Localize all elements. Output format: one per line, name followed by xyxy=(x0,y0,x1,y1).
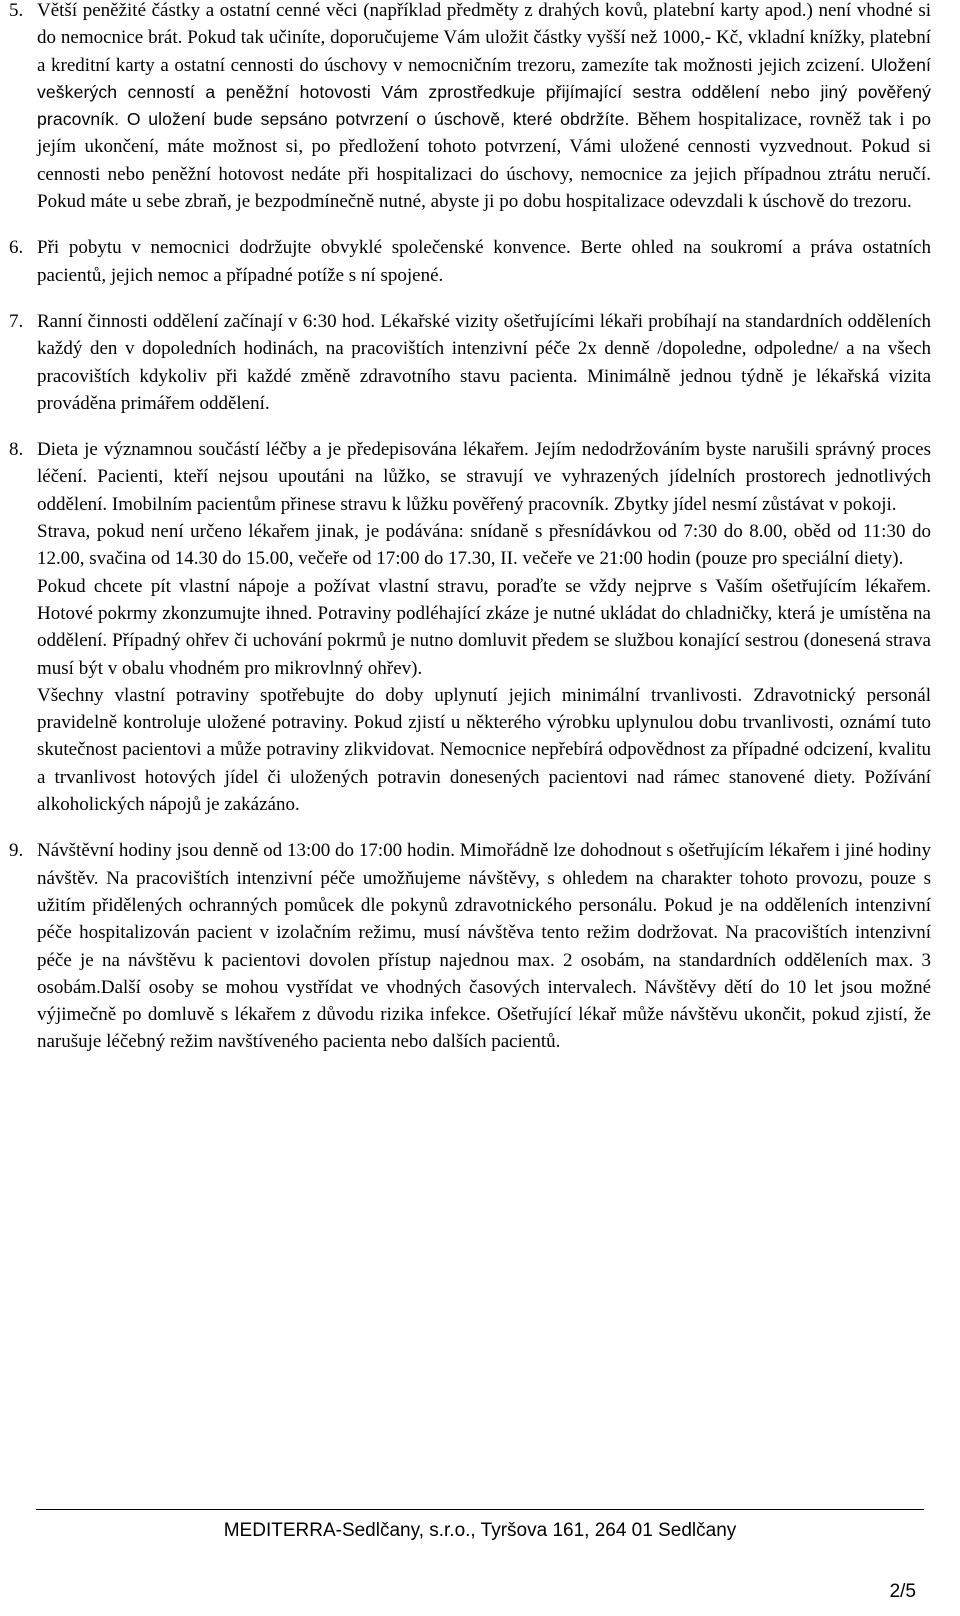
section-number: 6. xyxy=(9,237,24,259)
section-number: 8. xyxy=(9,439,24,461)
paragraph: Pokud chcete pít vlastní nápoje a požívat vlastní stravu, poraďte se vždy nejprve s Vaším ošetřujícím lékařem. Hotové pokrmy zkonzumujte ihned. Potraviny podléhající zkáze je nutné ukládat do chladničky, která je umístěna na oddělení. Případný ohřev či uchování pokrmů je nutno domluvit předem se službou konající sestrou (donesená strava musí být v obalu vhodném pro mikrovlnný ohřev). xyxy=(37,575,931,679)
section-8 xyxy=(9,436,931,818)
section-7 xyxy=(9,308,931,417)
section-text-serif: Větší peněžité částky a ostatní cenné věci (například předměty z drahých kovů, platební karty apod.) není vhodné si do nemocnice brát. Pokud tak učiníte, doporučujeme Vám uložit částky vyšší než 1000,- Kč, vkladní knížky, platební a kreditní karty a ostatní cennosti do úschovy v nemocničním trezoru, zamezíte tak možnosti jejich zcizení. xyxy=(37,0,931,76)
section-text xyxy=(37,0,931,215)
section-text-sans: Uložení veškerých cenností a peněžní hotovosti Vám zprostředkuje přijímající sestra oddělení nebo jiný pověřený pracovník. O uložení bude sepsáno potvrzení o úschově, které obdržíte. xyxy=(37,54,931,130)
section-text: Při pobytu v nemocnici dodržujte obvyklé společenské konvence. Berte ohled na soukromí a práva ostatních pacientů, jejich nemoc a případné potíže s ní spojené. xyxy=(37,237,931,286)
paragraph: Dieta je významnou součástí léčby a je předepisována lékařem. Jejím nedodržováním byste narušili správný proces léčení. Pacienti, kteří nejsou upoutáni na lůžko, se stravují ve vyhrazených jídelních prostorech jednotlivých oddělení. Imobilním pacientům přinese stravu k lůžku pověřený pracovník. Zbytky jídel nesmí zůstávat v pokoji. xyxy=(37,439,931,515)
section-number: 7. xyxy=(9,310,24,332)
footer-divider xyxy=(36,1509,924,1510)
section-number: 5. xyxy=(9,0,24,21)
document-body xyxy=(9,0,931,1075)
section-9 xyxy=(9,837,931,1055)
footer-company: MEDITERRA-Sedlčany, s.r.o., Tyršova 161, 264 01 Sedlčany xyxy=(223,1520,737,1541)
section-text: Návštěvní hodiny jsou denně od 13:00 do 17:00 hodin. Mimořádně lze dohodnout s ošetřujícím lékařem i jiné hodiny návštěv. Na pracovištích intenzivní péče umožňujeme návštěvy, s ohledem na charakter tohoto provozu, pouze s užitím přidělených ochranných pomůcek dle pokynů zdravotnického personálu. Pokud je na odděleních intenzivní péče hospitalizován pacient v izolačním režimu, musí návštěva tento režim dodržovat. Na pracovištích intenzivní péče je na návštěvu k pacientovi dovolen přístup najednou max. 2 osobám, na standardních odděleních max. 3 osobám.Další osoby se mohou vystřídat ve vhodných časových intervalech. Návštěvy dětí do 10 let jsou možné výjimečně po domluvě s lékařem z důvodu rizika infekce. Ošetřující lékař může návštěvu ukončit, pokud zjistí, že narušuje léčebný režim navštíveného pacienta nebo dalších pacientů. xyxy=(37,840,931,1053)
section-5 xyxy=(9,0,931,215)
section-6 xyxy=(9,234,931,289)
paragraph: Všechny vlastní potraviny spotřebujte do doby uplynutí jejich minimální trvanlivosti. Zdravotnický personál pravidelně kontroluje uložené potraviny. Pokud zjistí u některého výrobku uplynulou dobu trvanlivosti, oznámí tuto skutečnost pacientovi a může potraviny zlikvidovat. Nemocnice nepřebírá odpovědnost za případné odcizení, kvalitu a trvanlivost hotových jídel či uložených potravin donesených pacientovi nad rámec stanovené diety. Požívání alkoholických nápojů je zakázáno. xyxy=(37,684,931,816)
paragraph: Strava, pokud není určeno lékařem jinak, je podávána: snídaně s přesnídávkou od 7:30 do 8.00, oběd od 11:30 do 12.00, svačina od 14.30 do 15.00, večeře od 17:00 do 17.30, II. večeře ve 21:00 hodin (pouze pro speciální diety). xyxy=(37,521,931,570)
section-text-serif-continued: Během hospitalizace, rovněž tak i po jejím ukončení, máte možnost si, po předložení tohoto potvrzení, Vámi uložené cennosti vyzvednout. Pokud si cennosti nebo peněžní hotovost nedáte při hospitalizaci do úschovy, nemocnice za jejich případnou ztrátu neručí. Pokud máte u sebe zbraň, je bezpodmínečně nutné, abyste ji po dobu hospitalizace odevzdali k úschově do trezoru. xyxy=(37,109,931,213)
section-text: Ranní činnosti oddělení začínají v 6:30 hod. Lékařské vizity ošetřujícími lékaři probíhají na standardních odděleních každý den v dopoledních hodinách, na pracovištích intenzivní péče 2x denně /dopoledne, odpoledne/ a na všech pracovištích kdykoliv při každé změně zdravotního stavu pacienta. Minimálně jednou týdně je lékařská vizita prováděna primářem oddělení. xyxy=(37,310,931,414)
page-number: 2/5 xyxy=(889,1581,916,1602)
section-text xyxy=(37,436,931,818)
section-number: 9. xyxy=(9,840,24,862)
